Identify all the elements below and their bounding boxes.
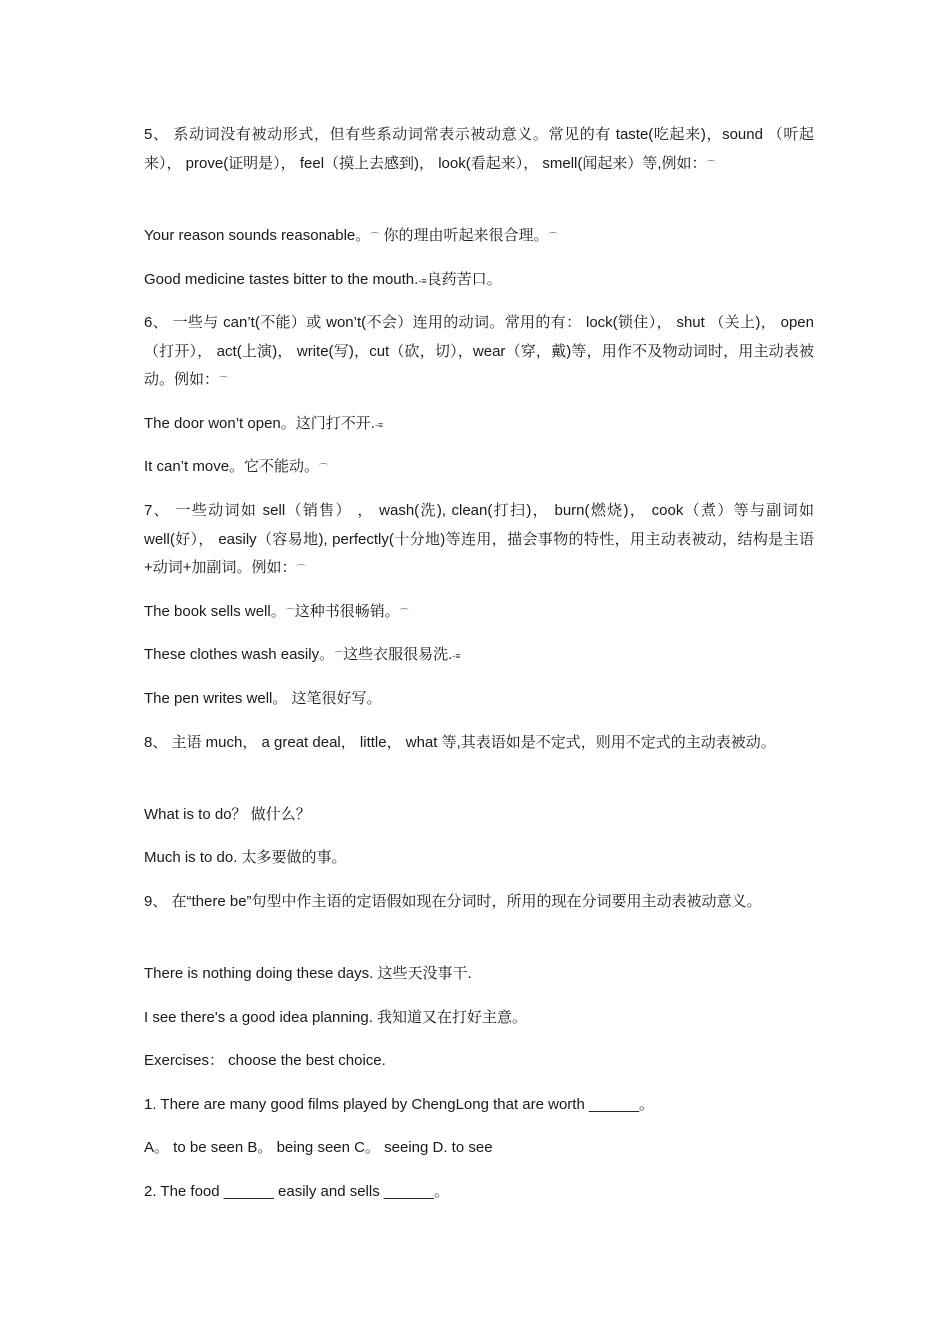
format-mark: ⌒ bbox=[399, 608, 409, 618]
format-mark: ⌒ bbox=[370, 232, 380, 242]
format-mark: ⌒ bbox=[548, 232, 558, 242]
format-mark: ⌒ bbox=[319, 463, 329, 473]
format-mark: -≡ bbox=[374, 420, 384, 430]
example-sentence: I see there's a good idea planning. 我知道又在打好主意。 bbox=[144, 1009, 528, 1026]
question-2: 2. The food ______ easily and sells ______。 bbox=[144, 1183, 449, 1200]
paragraph-rule-5: 5、 系动词没有被动形式，但有些系动词常表示被动意义。常见的有 taste(吃起来)，sound （听起来）， prove(证明是）， feel（摸上去感到)， look(看起来）， smell(闻起来）等,例如：⌒ bbox=[144, 126, 814, 172]
example-sentence: Your reason sounds reasonable。⌒ 你的理由听起来很合理。⌒ bbox=[144, 227, 558, 244]
paragraph-rule-8: 8、 主语 much， a great deal， little， what 等,其表语如是不定式，则用不定式的主动表被动。 bbox=[144, 734, 776, 751]
format-mark: -≡ bbox=[418, 276, 427, 286]
question-1-options: A。 to be seen B。 being seen C。 seeing D. to see bbox=[144, 1139, 493, 1156]
example-sentence: There is nothing doing these days. 这些天没事干. bbox=[144, 965, 472, 982]
paragraph-rule-7: 7、 一些动词如 sell（销售） ， wash(洗), clean(打扫)， burn(燃烧)， cook（煮）等与副词如 well(好）， easily（容易地), perfectly(十分地)等连用，描会事物的特性，用主动表被动，结构是主语+动词+加副词。例如：⌒ bbox=[144, 502, 814, 576]
format-mark: ⌒ bbox=[706, 159, 716, 170]
example-sentence: Good medicine tastes bitter to the mouth.-≡良药苦口。 bbox=[144, 271, 502, 288]
example-sentence: These clothes wash easily。⌒这些衣服很易洗.-≡ bbox=[144, 646, 461, 663]
paragraph-rule-9: 9、 在“there be”句型中作主语的定语假如现在分词时，所用的现在分词要用主动表被动意义。 bbox=[144, 893, 762, 910]
example-sentence: The book sells well。⌒这种书很畅销。⌒ bbox=[144, 603, 409, 620]
format-mark: ⌒ bbox=[219, 376, 229, 386]
paragraph-rule-6: 6、 一些与 can’t(不能）或 won’t(不会）连用的动词。常用的有： lock(锁住）， shut （关上)， open（打开）， act(上演)， write(写)，cut（砍，切），wear（穿，戴)等，用作不及物动词时，用主动表被动。例如：⌒ bbox=[144, 314, 814, 388]
question-1: 1. There are many good films played by ChengLong that are worth ______。 bbox=[144, 1096, 655, 1113]
example-sentence: The pen writes well。 这笔很好写。 bbox=[144, 690, 382, 707]
example-sentence: The door won’t open。这门打不开.-≡ bbox=[144, 415, 384, 432]
format-mark: ⌒ bbox=[285, 608, 295, 618]
example-sentence: Much is to do. 太多要做的事。 bbox=[144, 849, 347, 866]
example-sentence: It can’t move。它不能动。⌒ bbox=[144, 458, 329, 475]
format-mark: ⌒ bbox=[334, 651, 344, 661]
exercises-heading: Exercises： choose the best choice. bbox=[144, 1052, 386, 1069]
example-sentence: What is to do？ 做什么？ bbox=[144, 806, 311, 823]
format-mark: ⌒ bbox=[296, 564, 306, 574]
format-mark: -≡ bbox=[452, 651, 461, 661]
